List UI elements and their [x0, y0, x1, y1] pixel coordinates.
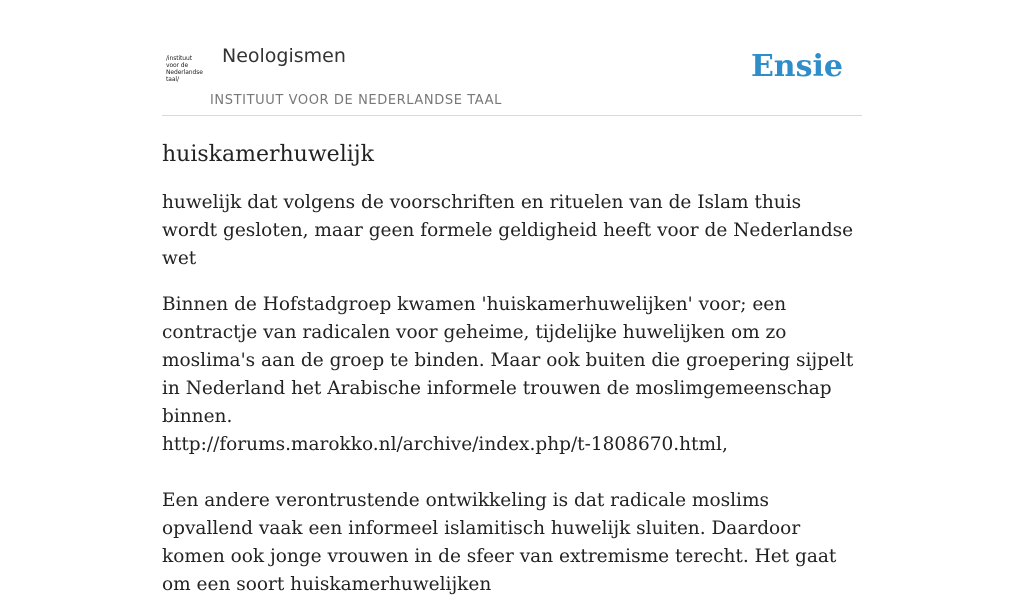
entry-definition: huwelijk dat volgens de voorschriften en rituelen van de Islam thuis wordt gesloten, maar geen formele geldigheid heeft voor de Nederlandse wet [162, 192, 854, 269]
page [162, 0, 862, 599]
logo-line: taal/ [166, 76, 179, 83]
entry-term: huiskamerhuwelijk [162, 142, 374, 167]
logo-line: Nederlandse [166, 69, 203, 76]
logo-line: /instituut [166, 55, 192, 62]
source-title[interactable]: Neologismen [222, 45, 346, 67]
header [162, 0, 862, 116]
logo-line: voor de [166, 62, 189, 69]
entry-quote: Binnen de Hofstadgroep kwamen 'huiskamerhuwelijken' voor; een contractje van radicalen voor geheime, tijdelijke huwelijken om zo moslima's aan de groep te binden. Maar ook buiten die groepering sijpelt in Nederland het Arabische informele trouwen de moslimgemeenschap binnen. http://forums.marokko.nl/archive/index.php/t-1808670.html, Een andere verontrustende ontwikkeling is dat radicale moslims opvallend vaak een informeel islamitisch huwelijk sluiten. Daardoor komen ook jonge vrouwen in de sfeer van extremisme terecht. Het gaat om een soort huiskamerhuwelijken [162, 294, 854, 595]
brand-logo-link[interactable]: Ensie [750, 49, 843, 84]
source-subtitle: INSTITUUT VOOR DE NEDERLANDSE TAAL [210, 93, 502, 108]
institute-logo[interactable] [166, 55, 208, 91]
